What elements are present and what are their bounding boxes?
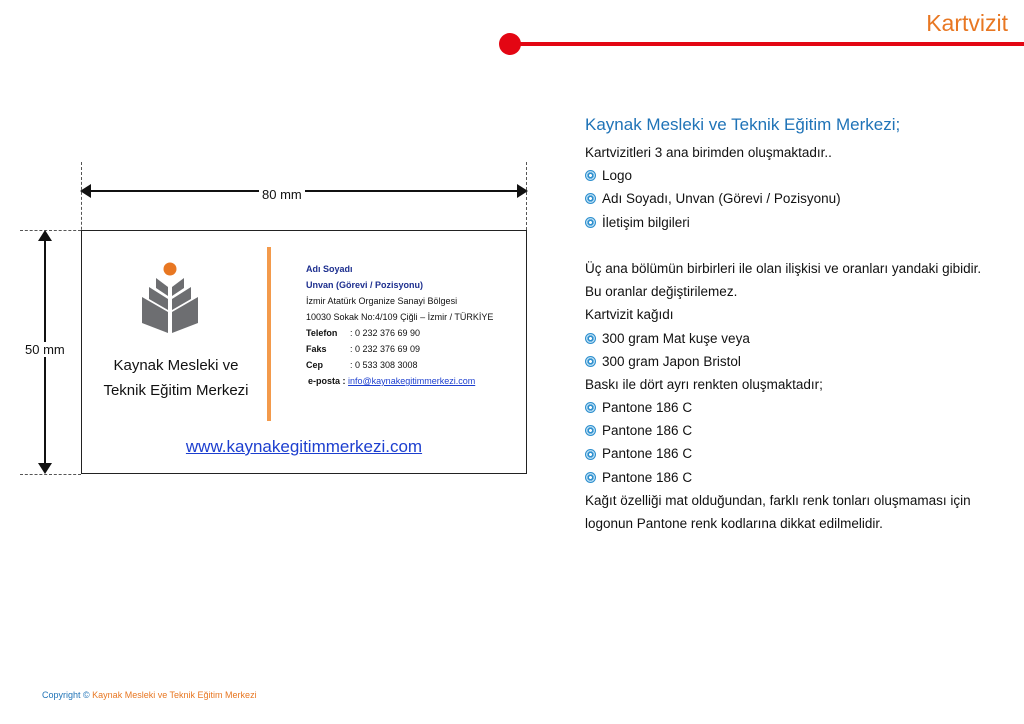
- header-line: [510, 42, 1024, 46]
- page-title: Kartvizit: [926, 10, 1008, 36]
- fax-label: Faks: [306, 344, 327, 354]
- copyright-text: Copyright ©: [42, 690, 90, 700]
- guide-bottom-horizontal: [20, 474, 81, 475]
- list-item: [585, 327, 981, 350]
- card-person-title: Unvan (Görevi / Pozisyonu): [306, 280, 424, 290]
- footer-copyright: [42, 690, 257, 700]
- bullet-icon: [585, 217, 596, 228]
- bullet-icon: [585, 449, 596, 460]
- note-text-1: Kağıt özelliği mat olduğundan, farklı renk tonları oluşmaması için: [585, 492, 971, 508]
- list-item: [585, 211, 981, 234]
- content-body: [585, 141, 981, 535]
- list-item: [585, 350, 981, 373]
- bullet-icon: [585, 472, 596, 483]
- print-heading: Baskı ile dört ayrı renkten oluşmaktadır;: [585, 376, 823, 392]
- paper-option: 300 gram Japon Bristol: [602, 353, 741, 369]
- bullet-icon: [585, 193, 596, 204]
- fax-value: : 0 232 376 69 09: [350, 344, 421, 354]
- mobile-label: Cep: [306, 360, 324, 370]
- paper-heading: Kartvizit kağıdı: [585, 307, 674, 323]
- relation-text-2: Bu oranlar değiştirilemez.: [585, 284, 738, 300]
- width-dimension-label: 80 mm: [259, 187, 305, 202]
- bullet-icon: [585, 170, 596, 181]
- header-dot: [499, 33, 521, 55]
- list-item: [585, 466, 981, 489]
- card-contact-block: [306, 261, 493, 389]
- unit-contact: İletişim bilgileri: [602, 214, 690, 230]
- card-divider: [267, 247, 271, 421]
- spacer: [585, 234, 981, 257]
- bullet-icon: [585, 356, 596, 367]
- list-item: [585, 187, 981, 210]
- card-address-line-1: İzmir Atatürk Organize Sanayi Bölgesi: [306, 296, 458, 306]
- color-code: Pantone 186 C: [602, 423, 693, 439]
- card-organization-name: [92, 353, 260, 403]
- card-org-line-1: Kaynak Mesleki ve: [113, 357, 239, 374]
- unit-name: Adı Soyadı, Unvan (Görevi / Pozisyonu): [602, 191, 841, 207]
- relation-text-1: Üç ana bölümün birbirleri ile olan ilişkisi ve oranları yandaki gibidir.: [585, 260, 982, 276]
- list-item: [585, 164, 981, 187]
- card-email-row: [306, 373, 493, 389]
- mobile-value: : 0 533 308 3008: [350, 360, 418, 370]
- height-dimension-label: 50 mm: [22, 342, 68, 357]
- color-code: Pantone 186 C: [602, 400, 693, 416]
- color-code: Pantone 186 C: [602, 446, 693, 462]
- paper-option: 300 gram Mat kuşe veya: [602, 330, 750, 346]
- logo-icon: [134, 261, 206, 333]
- bullet-icon: [585, 425, 596, 436]
- business-card: [81, 230, 527, 474]
- card-phone-row: [306, 325, 493, 341]
- card-fax-row: [306, 341, 493, 357]
- email-label: e-posta :: [308, 376, 346, 386]
- copyright-org: Kaynak Mesleki ve Teknik Eğitim Merkezi: [92, 690, 257, 700]
- phone-value: : 0 232 376 69 90: [350, 328, 421, 338]
- note-text-2: logonun Pantone renk kodlarına dikkat edilmelidir.: [585, 516, 883, 531]
- color-code: Pantone 186 C: [602, 469, 693, 485]
- phone-label: Telefon: [306, 328, 338, 338]
- card-address-line-2: 10030 Sokak No:4/109 Çiğli – İzmir / TÜRKİYE: [306, 312, 494, 322]
- card-org-line-2: Teknik Eğitim Merkezi: [103, 382, 249, 399]
- list-item: [585, 419, 981, 442]
- website-link[interactable]: www.kaynakegitimmerkezi.com: [185, 437, 423, 456]
- bullet-icon: [585, 333, 596, 344]
- card-mobile-row: [306, 357, 493, 373]
- intro-text: Kartvizitleri 3 ana birimden oluşmaktadır..: [585, 145, 832, 160]
- list-item: [585, 396, 981, 419]
- card-person-name: Adı Soyadı: [306, 264, 353, 274]
- unit-logo: Logo: [602, 168, 633, 184]
- list-item: [585, 442, 981, 465]
- bullet-icon: [585, 402, 596, 413]
- content-heading: Kaynak Mesleki ve Teknik Eğitim Merkezi;: [585, 115, 901, 134]
- email-link[interactable]: info@kaynakegitimmerkezi.com: [348, 376, 476, 386]
